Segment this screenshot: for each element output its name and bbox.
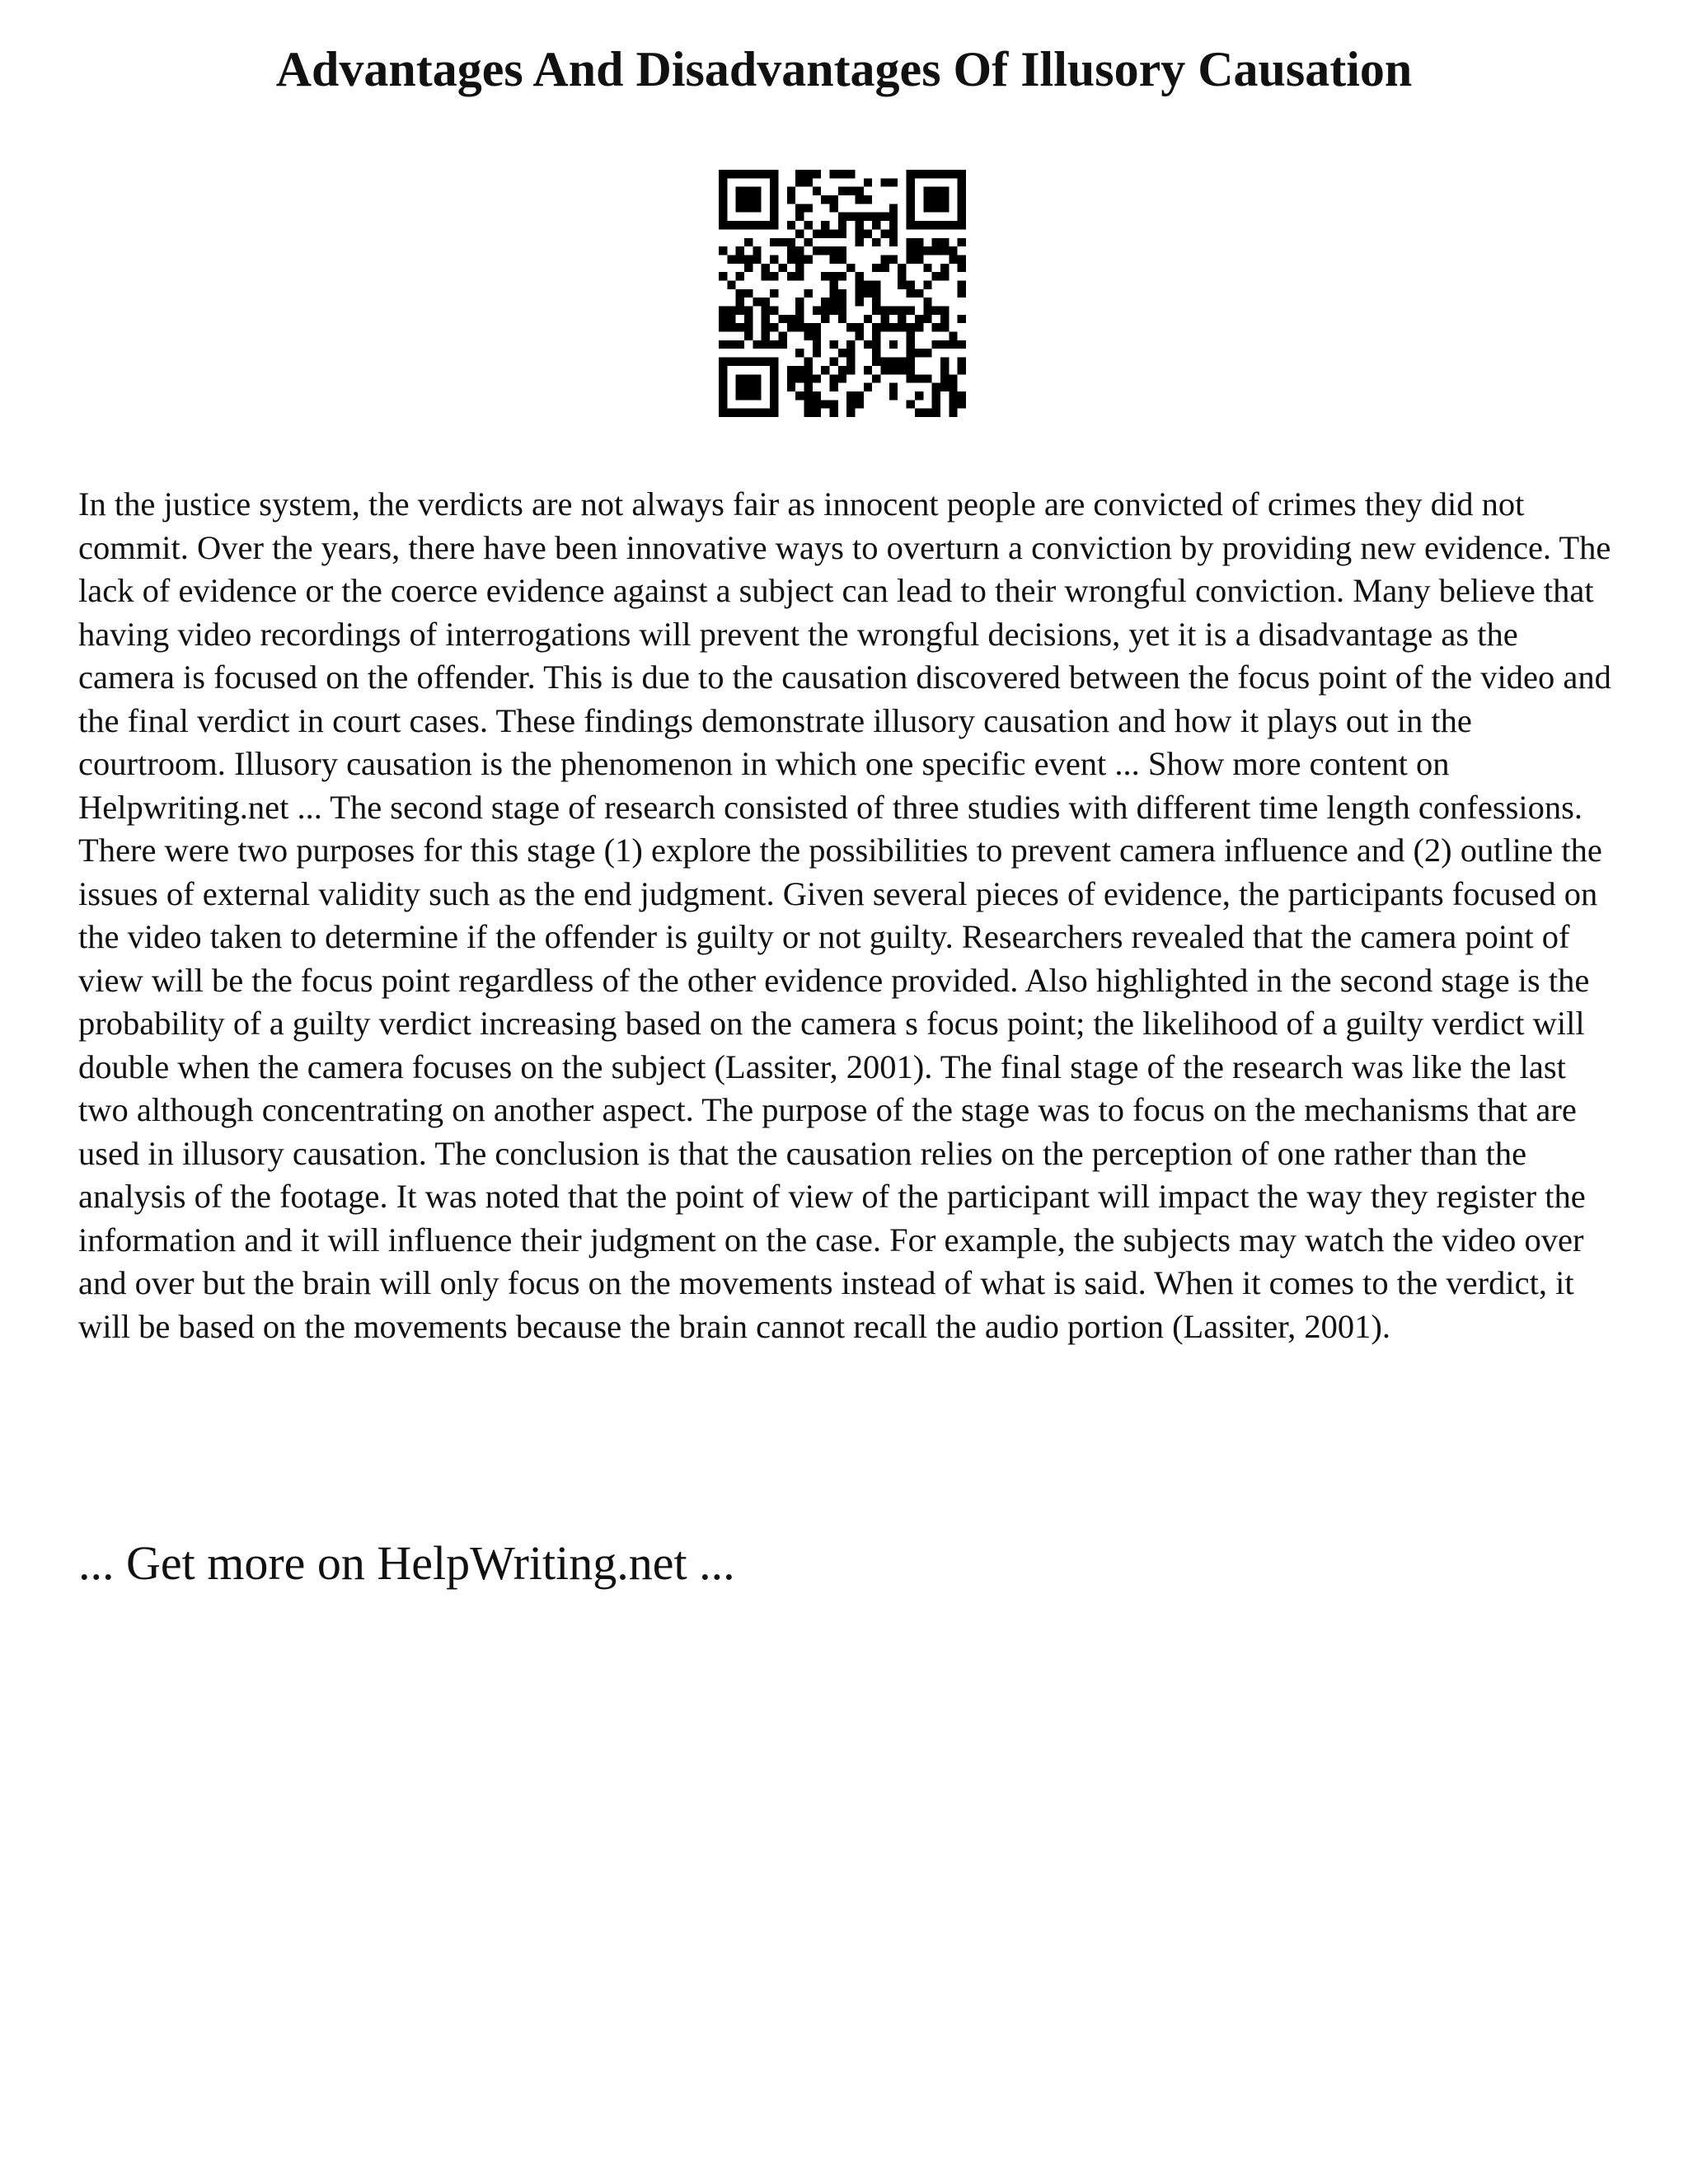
article-body: In the justice system, the verdicts are not always fair as innocent people are convicted of crimes they did not commit. Over the years, there have been innovative ways to overturn a conviction by providing new evidence. The lack of evidence or the coerce evidence against a subject can lead to their wrongful conviction. Many believe that having video recordings of interrogations will prevent the wrongful decisions, yet it is a disadvantage as the camera is focused on the offender. This is due to the causation discovered between the focus point of the video and the final verdict in court cases. These findings demonstrate illusory causation and how it plays out in the courtroom. Illusory causation is the phenomenon in which one specific event ... Show more content on Helpwriting.net ... The second stage of research consisted of three studies with different time length confessions. There were two purposes for this stage (1) explore the possibilities to prevent camera influence and (2) outline the issues of external validity such as the end judgment. Given several pieces of evidence, the participants focused on the video taken to determine if the offender is guilty or not guilty. Researchers revealed that the camera point of view will be the focus point regardless of the other evidence provided. Also highlighted in the second stage is the probability of a guilty verdict increasing based on the camera s focus point; the likelihood of a guilty verdict will double when the camera focuses on the subject (Lassiter, 2001). The final stage of the research was like the last two although concentrating on another aspect. The purpose of the stage was to focus on the mechanisms that are used in illusory causation. The conclusion is that the causation relies on the perception of one rather than the analysis of the footage. It was noted that the point of view of the participant will impact the way they register the information and it will influence their judgment on the case. For example, the subjects may watch the video over and over but the brain will only focus on the movements instead of what is said. When it comes to the verdict, it will be based on the movements because the brain cannot recall the audio portion (Lassiter, 2001). [78, 485, 1611, 1345]
qr-code-icon [719, 170, 966, 417]
page-title: Advantages And Disadvantages Of Illusory Causation [275, 42, 1413, 96]
get-more-link[interactable]: ... Get more on HelpWriting.net ... [78, 1536, 735, 1590]
